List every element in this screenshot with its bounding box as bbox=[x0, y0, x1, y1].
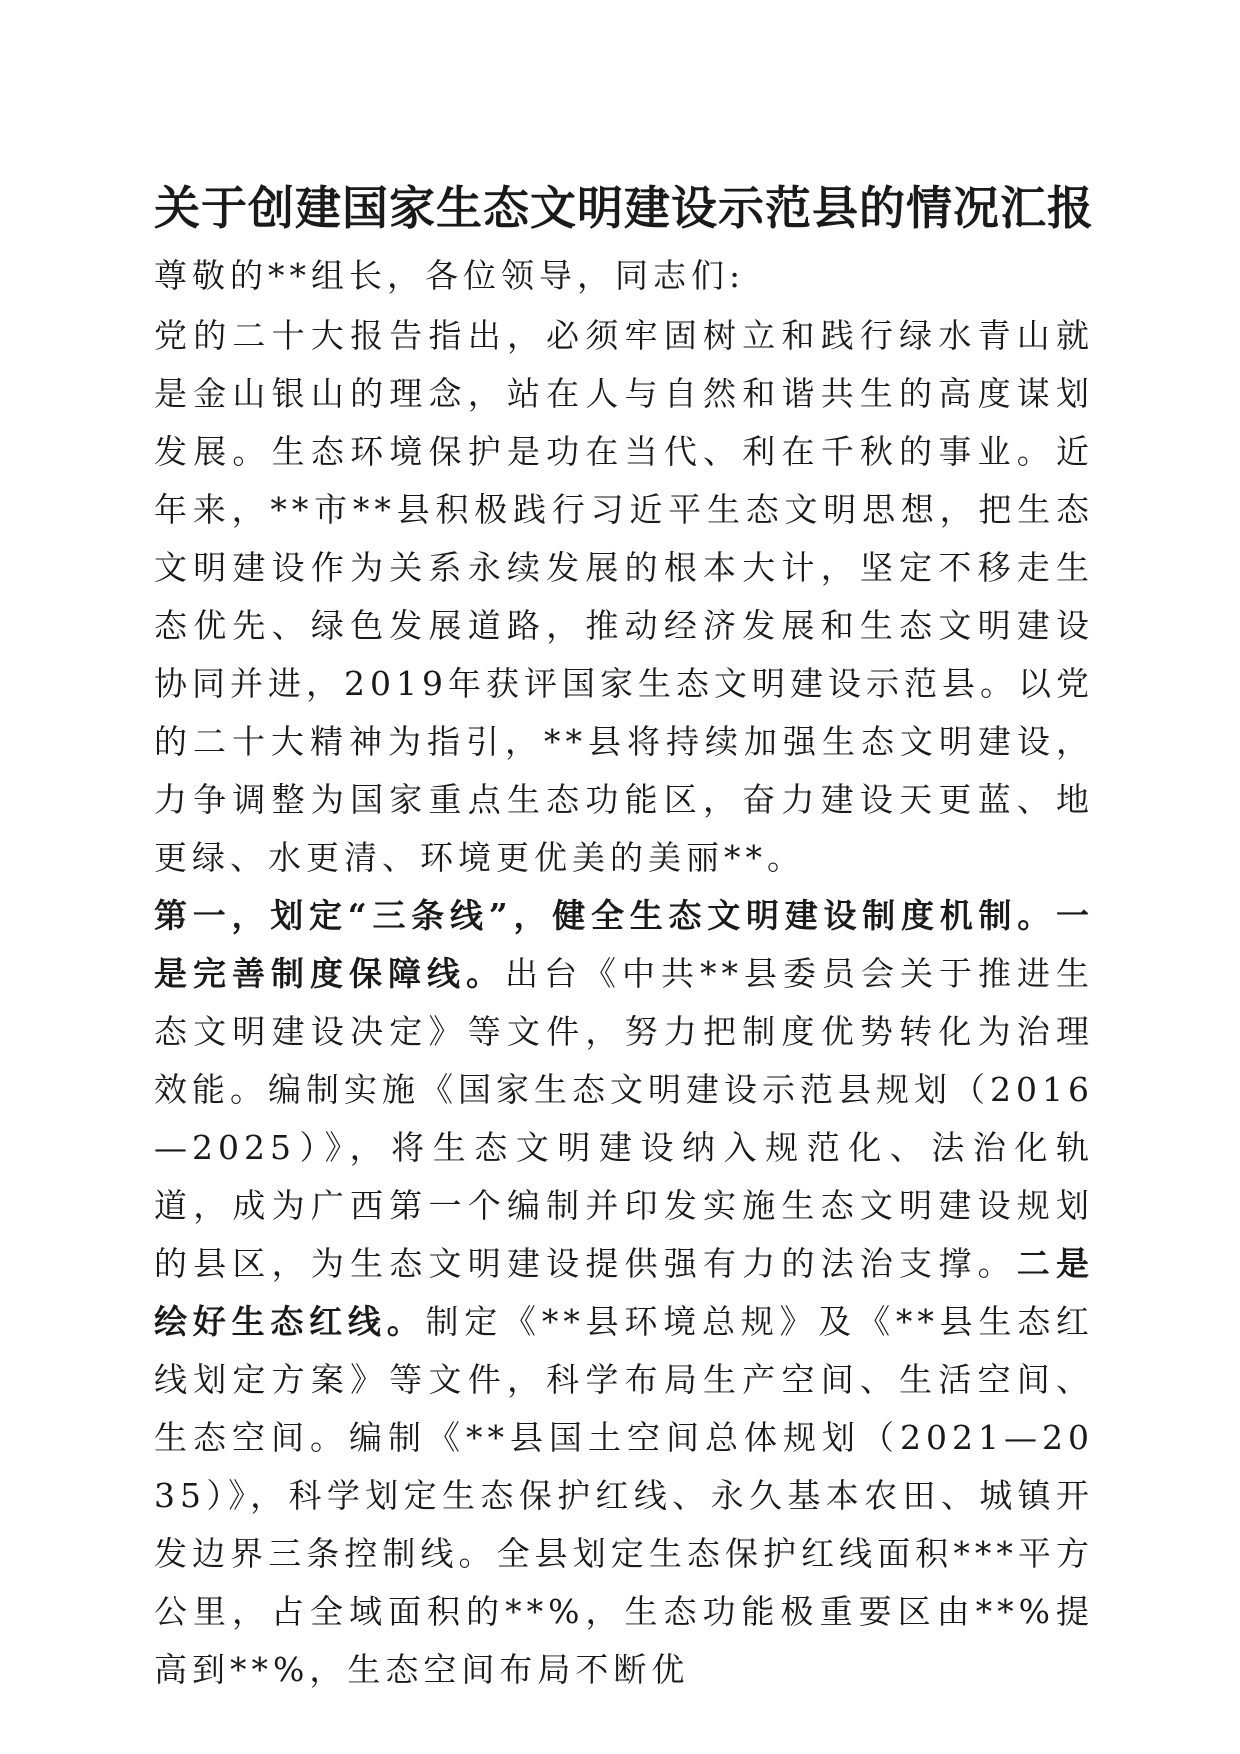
point-2-text: 制定《**县环境总规》及《**县生态红线划定方案》等文件，科学布局生产空间、生活空间、生态空间。编制《**县国土空间总体规划（2021—2035）》，科学划定生态保护红线、永久基本农田、城镇开发边界三条控制线。全县划定生态保护红线面积***平方公里，占全域面积的**%，生态功能极重要区由**%提高到**%，生态空间布局不断优 bbox=[154, 1302, 1095, 1689]
salutation: 尊敬的**组长，各位领导，同志们: bbox=[154, 256, 746, 295]
document-body bbox=[154, 245, 1094, 1699]
point-2-title: 二是绘好生态红线。 bbox=[154, 1244, 1095, 1341]
point-1-title: 一是完善制度保障线。 bbox=[154, 896, 1094, 993]
section-1-paragraph bbox=[154, 887, 1094, 1699]
intro-paragraph: 党的二十大报告指出，必须牢固树立和践行绿水青山就是金山银山的理念，站在人与自然和谐共生的高度谋划发展。生态环境保护是功在当代、利在千秋的事业。近年来，**市**县积极践行习近平生态文明思想，把生态文明建设作为关系永续发展的根本大计，坚定不移走生态优先、绿色发展道路，推动经济发展和生态文明建设协同并进，2019年获评国家生态文明建设示范县。以党的二十大精神为指引，**县将持续加强生态文明建设，力争调整为国家重点生态功能区，奋力建设天更蓝、地更绿、水更清、环境更优美的美丽**。 bbox=[154, 316, 1094, 877]
point-1-text: 出台《中共**县委员会关于推进生态文明建设决定》等文件，努力把制度优势转化为治理效能。编制实施《国家生态文明建设示范县规划（2016—2025）》，将生态文明建设纳入规范化、法治化轨道，成为广西第一个编制并印发实施生态文明建设规划的县区，为生态文明建设提供强有力的法治支撑。 bbox=[154, 954, 1094, 1283]
section-1-heading: 第一，划定“三条线”，健全生态文明建设制度机制。 bbox=[154, 896, 1056, 935]
document-title: 关于创建国家生态文明建设示范县的情况汇报 bbox=[154, 181, 1094, 235]
